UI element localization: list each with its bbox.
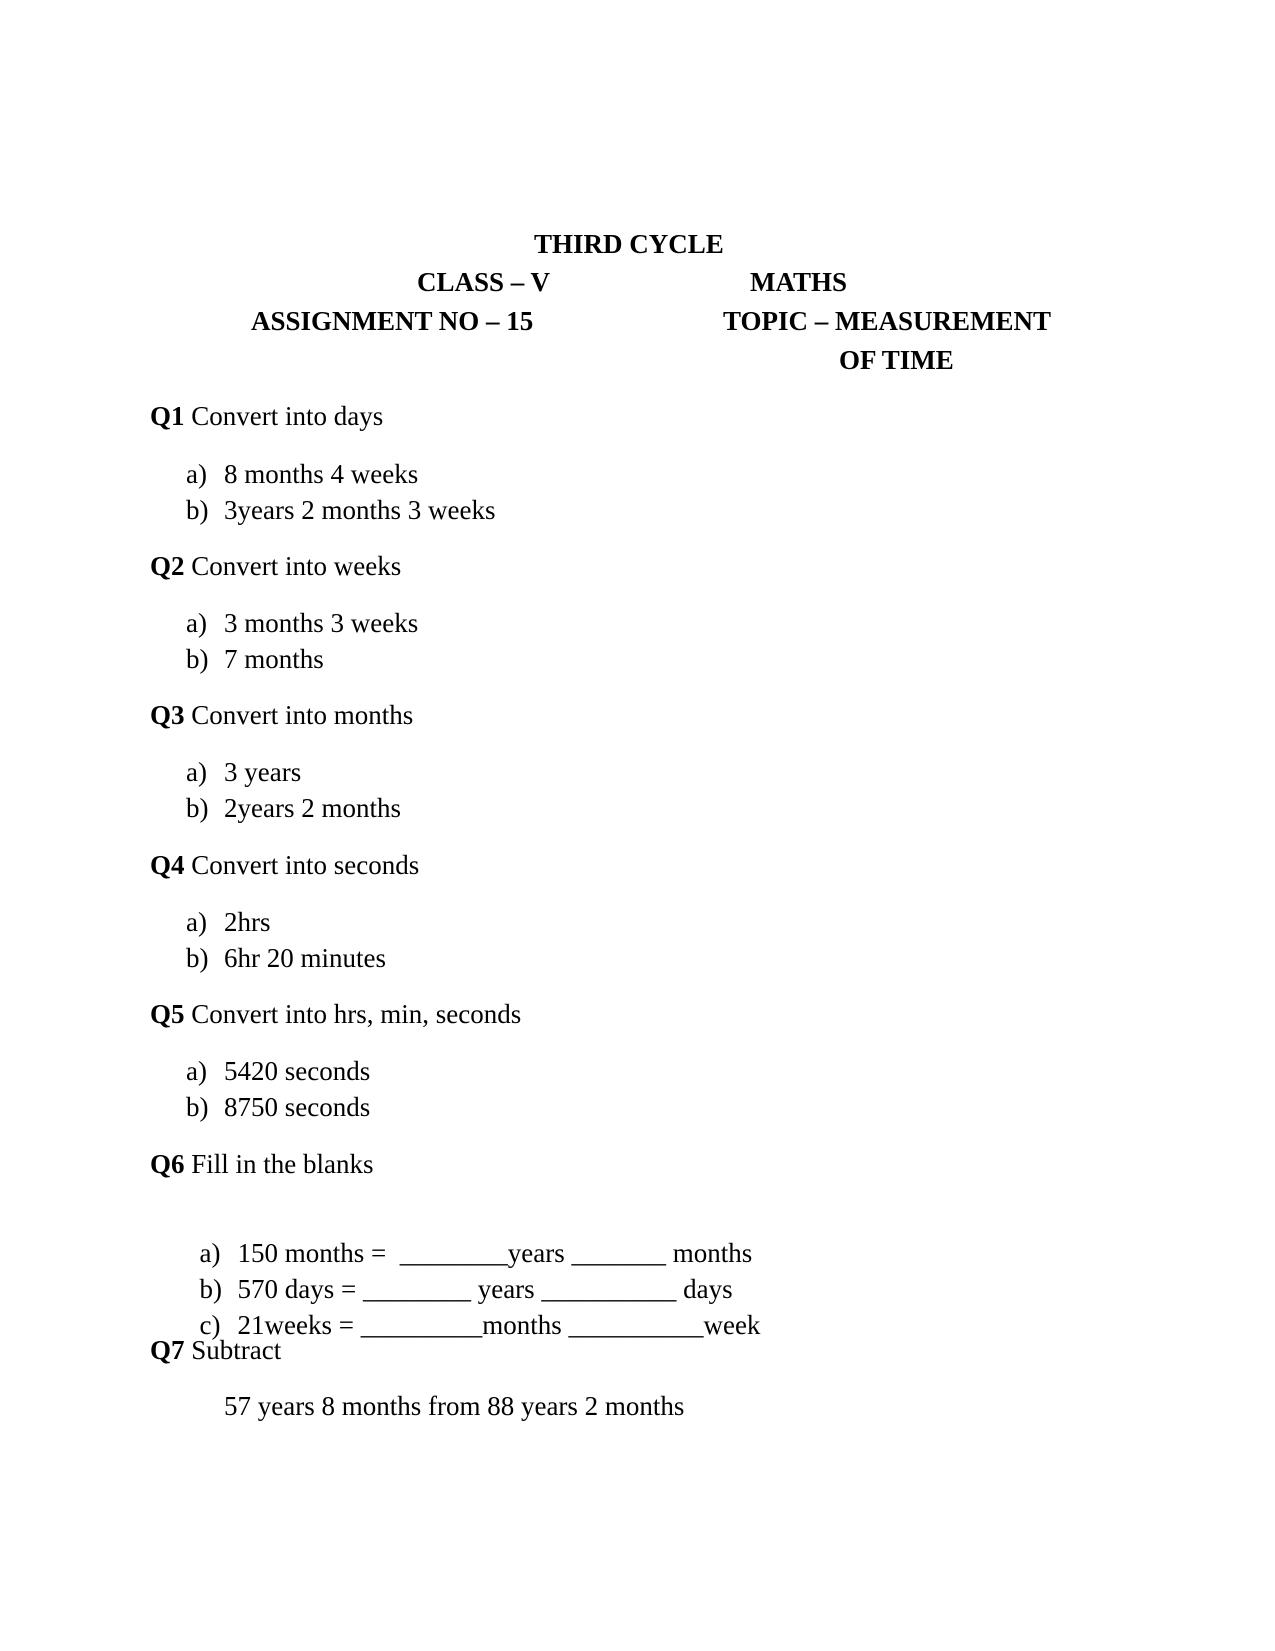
question-7 (150, 1334, 281, 1366)
question-4-item-a (186, 906, 271, 938)
item-text: 21weeks = _________months __________week (237, 1310, 761, 1340)
question-text: Subtract (191, 1335, 282, 1365)
question-5 (150, 998, 521, 1030)
item-marker: b) (186, 644, 209, 674)
item-marker: a) (186, 608, 207, 638)
question-2 (150, 550, 401, 582)
question-number: Q3 (150, 700, 185, 730)
item-text: 3years 2 months 3 weeks (224, 495, 496, 525)
question-6-item-c (186, 1277, 760, 1341)
item-text: 3 months 3 weeks (224, 608, 419, 638)
item-text: 2hrs (224, 907, 271, 937)
question-1 (150, 400, 383, 432)
question-text: Convert into weeks (191, 551, 402, 581)
question-number: Q1 (150, 401, 185, 431)
item-marker: b) (186, 495, 209, 525)
item-marker: a) (186, 907, 207, 937)
class-label: CLASS – V (417, 267, 551, 297)
question-3 (150, 699, 413, 731)
item-text: 8750 seconds (224, 1092, 371, 1122)
question-7-body: 57 years 8 months from 88 years 2 months (224, 1391, 685, 1421)
question-text: Fill in the blanks (191, 1149, 374, 1179)
question-3-item-b (186, 792, 401, 824)
item-text: 7 months (224, 644, 324, 674)
question-text: Convert into seconds (191, 850, 420, 880)
item-text: 2years 2 months (224, 793, 401, 823)
topic-label-continued: OF TIME (839, 345, 954, 375)
item-text: 6hr 20 minutes (224, 943, 386, 973)
item-text: 150 months = ________years _______ months (237, 1238, 753, 1268)
question-6 (150, 1148, 374, 1180)
question-text: Convert into days (191, 401, 384, 431)
question-1-item-a (186, 458, 418, 490)
item-marker: c) (199, 1310, 221, 1340)
subject-label: MATHS (750, 267, 848, 297)
item-marker: b) (199, 1274, 222, 1304)
question-number: Q4 (150, 850, 185, 880)
item-marker: b) (186, 1092, 209, 1122)
item-marker: a) (186, 459, 207, 489)
item-marker: b) (186, 793, 209, 823)
item-text: 5420 seconds (224, 1056, 371, 1086)
assignment-label: ASSIGNMENT NO – 15 (251, 306, 534, 336)
question-1-item-b (186, 494, 495, 526)
topic-label: TOPIC – MEASUREMENT (723, 306, 1052, 336)
question-2-item-b (186, 643, 324, 675)
item-marker: a) (186, 1056, 207, 1086)
item-marker: a) (199, 1238, 221, 1268)
question-text: Convert into hrs, min, seconds (191, 999, 522, 1029)
question-3-item-a (186, 756, 301, 788)
question-number: Q5 (150, 999, 185, 1029)
question-number: Q6 (150, 1149, 185, 1179)
question-5-item-a (186, 1055, 370, 1087)
item-marker: a) (186, 757, 207, 787)
question-number: Q7 (150, 1335, 185, 1365)
question-4 (150, 849, 419, 881)
item-text: 570 days = ________ years __________ days (237, 1274, 733, 1304)
question-number: Q2 (150, 551, 185, 581)
item-text: 3 years (224, 757, 302, 787)
question-5-item-b (186, 1091, 370, 1123)
question-text: Convert into months (191, 700, 414, 730)
page-title: THIRD CYCLE (534, 229, 724, 259)
question-4-item-b (186, 942, 386, 974)
item-text: 8 months 4 weeks (224, 459, 419, 489)
item-marker: b) (186, 943, 209, 973)
question-2-item-a (186, 607, 418, 639)
